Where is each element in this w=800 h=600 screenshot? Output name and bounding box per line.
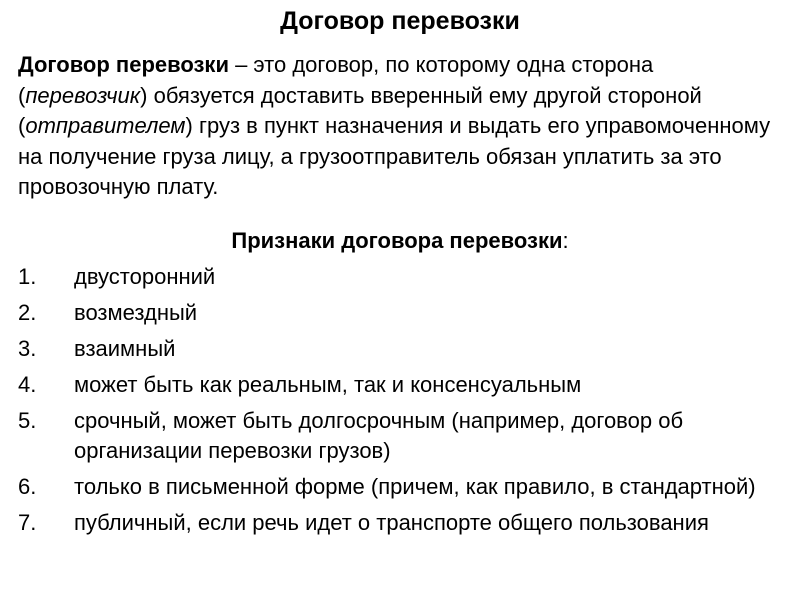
list-item-number: 5. bbox=[18, 408, 37, 433]
list-item-text: взаимный bbox=[74, 336, 176, 361]
list-item-number: 2. bbox=[18, 300, 37, 325]
list-item-number: 7. bbox=[18, 510, 37, 535]
list-item-number: 4. bbox=[18, 372, 37, 397]
list-item bbox=[18, 298, 788, 328]
list-item bbox=[18, 472, 788, 502]
features-heading bbox=[0, 226, 800, 256]
list-item-text: публичный, если речь идет о транспорте общего пользования bbox=[74, 510, 709, 535]
list-item-text: срочный, может быть долгосрочным (например, договор об организации перевозки грузов) bbox=[74, 408, 684, 463]
list-item-number: 1. bbox=[18, 264, 37, 289]
features-heading-text: Признаки договора перевозки bbox=[231, 228, 563, 253]
list-item-text: возмездный bbox=[74, 300, 198, 325]
definition-sender: отправителем bbox=[25, 113, 186, 138]
definition-text-1: – это договор, по которому одна сторона ( bbox=[18, 52, 654, 108]
list-item bbox=[18, 370, 788, 400]
definition-text-3: ) груз в пункт назначения и выдать его управомоченному на получение груза лицу, а грузоотправитель обязан уплатить за это провозочную плату. bbox=[18, 113, 771, 199]
definition-term: Договор перевозки bbox=[18, 52, 229, 77]
features-list bbox=[18, 262, 788, 544]
list-item-text: может быть как реальным, так и консенсуальным bbox=[74, 372, 582, 397]
definition-paragraph bbox=[18, 50, 788, 203]
list-item bbox=[18, 508, 788, 538]
list-item bbox=[18, 262, 788, 292]
list-item-number: 3. bbox=[18, 336, 37, 361]
slide-title: Договор перевозки bbox=[280, 7, 520, 35]
list-item bbox=[18, 406, 788, 466]
definition-carrier: перевозчик bbox=[25, 82, 141, 108]
features-heading-colon: : bbox=[562, 228, 569, 253]
list-item-text: только в письменной форме (причем, как правило, в стандартной) bbox=[74, 474, 756, 499]
list-item-number: 6. bbox=[18, 474, 37, 499]
list-item-text: двусторонний bbox=[74, 264, 216, 289]
list-item bbox=[18, 334, 788, 364]
definition-text-2: ) обязуется доставить вверенный ему другой стороной ( bbox=[18, 82, 702, 138]
